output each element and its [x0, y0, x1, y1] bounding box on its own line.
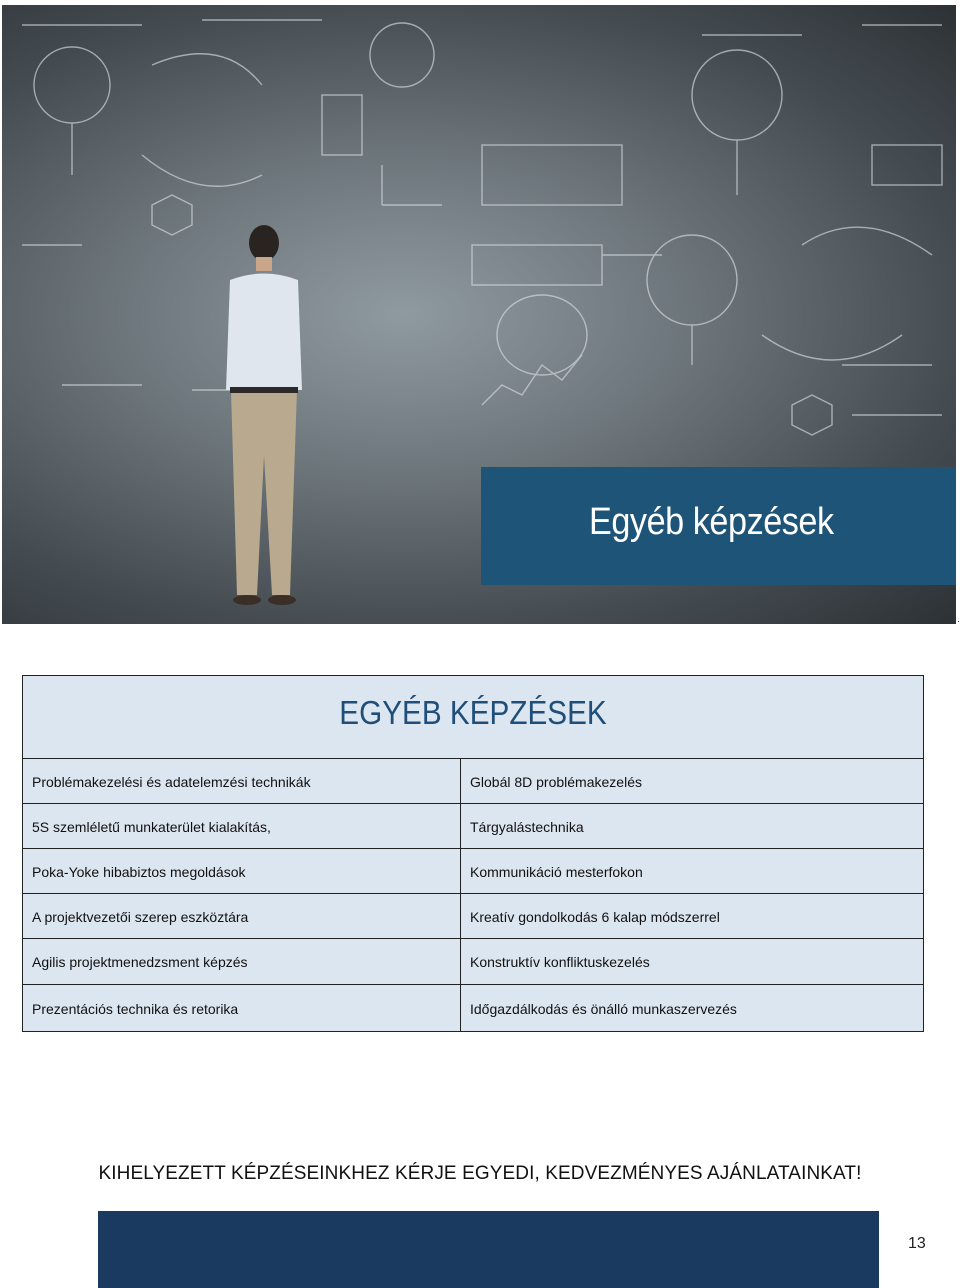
table-row: [23, 803, 923, 849]
stray-mark: .: [957, 614, 960, 625]
table-row: [23, 758, 923, 804]
person-figure: [226, 225, 302, 605]
table-cell-right: Konstruktív konfliktuskezelés: [470, 953, 650, 970]
title-banner: [481, 467, 956, 585]
table-row: [23, 893, 923, 939]
table-cell-left: Problémakezelési és adatelemzési technikák: [32, 773, 311, 790]
banner-title: Egyéb képzések: [589, 501, 834, 543]
table-cell-right: Tárgyalástechnika: [470, 818, 584, 835]
footer-bar: [98, 1211, 879, 1288]
column-divider: [460, 758, 461, 1031]
table-cell-right: Globál 8D problémakezelés: [470, 773, 642, 790]
table-cell-left: Prezentációs technika és retorika: [32, 1000, 239, 1017]
table-row: [23, 848, 923, 894]
page-number: 13: [908, 1235, 926, 1252]
table-cell-right: Kommunikáció mesterfokon: [470, 863, 643, 880]
table-cell-left: Poka-Yoke hibabiztos megoldások: [32, 863, 246, 880]
table-cell-right: Kreatív gondolkodás 6 kalap módszerrel: [470, 908, 720, 925]
call-to-action: KIHELYEZETT KÉPZÉSEINKHEZ KÉRJE EGYEDI, KEDVEZMÉNYES AJÁNLATAINKAT!: [98, 1163, 862, 1184]
table-cell-right: Időgazdálkodás és önálló munkaszervezés: [470, 1000, 737, 1017]
table-cell-left: A projektvezetői szerep eszköztára: [32, 908, 249, 925]
table-cell-left: Agilis projektmenedzsment képzés: [32, 953, 248, 970]
table-cell-left: 5S szemléletű munkaterület kialakítás,: [32, 818, 271, 835]
table-row: [23, 984, 923, 1032]
hero-image: [2, 5, 956, 624]
training-table: [22, 675, 924, 1032]
table-title: EGYÉB KÉPZÉSEK: [339, 694, 607, 731]
table-row: [23, 938, 923, 984]
